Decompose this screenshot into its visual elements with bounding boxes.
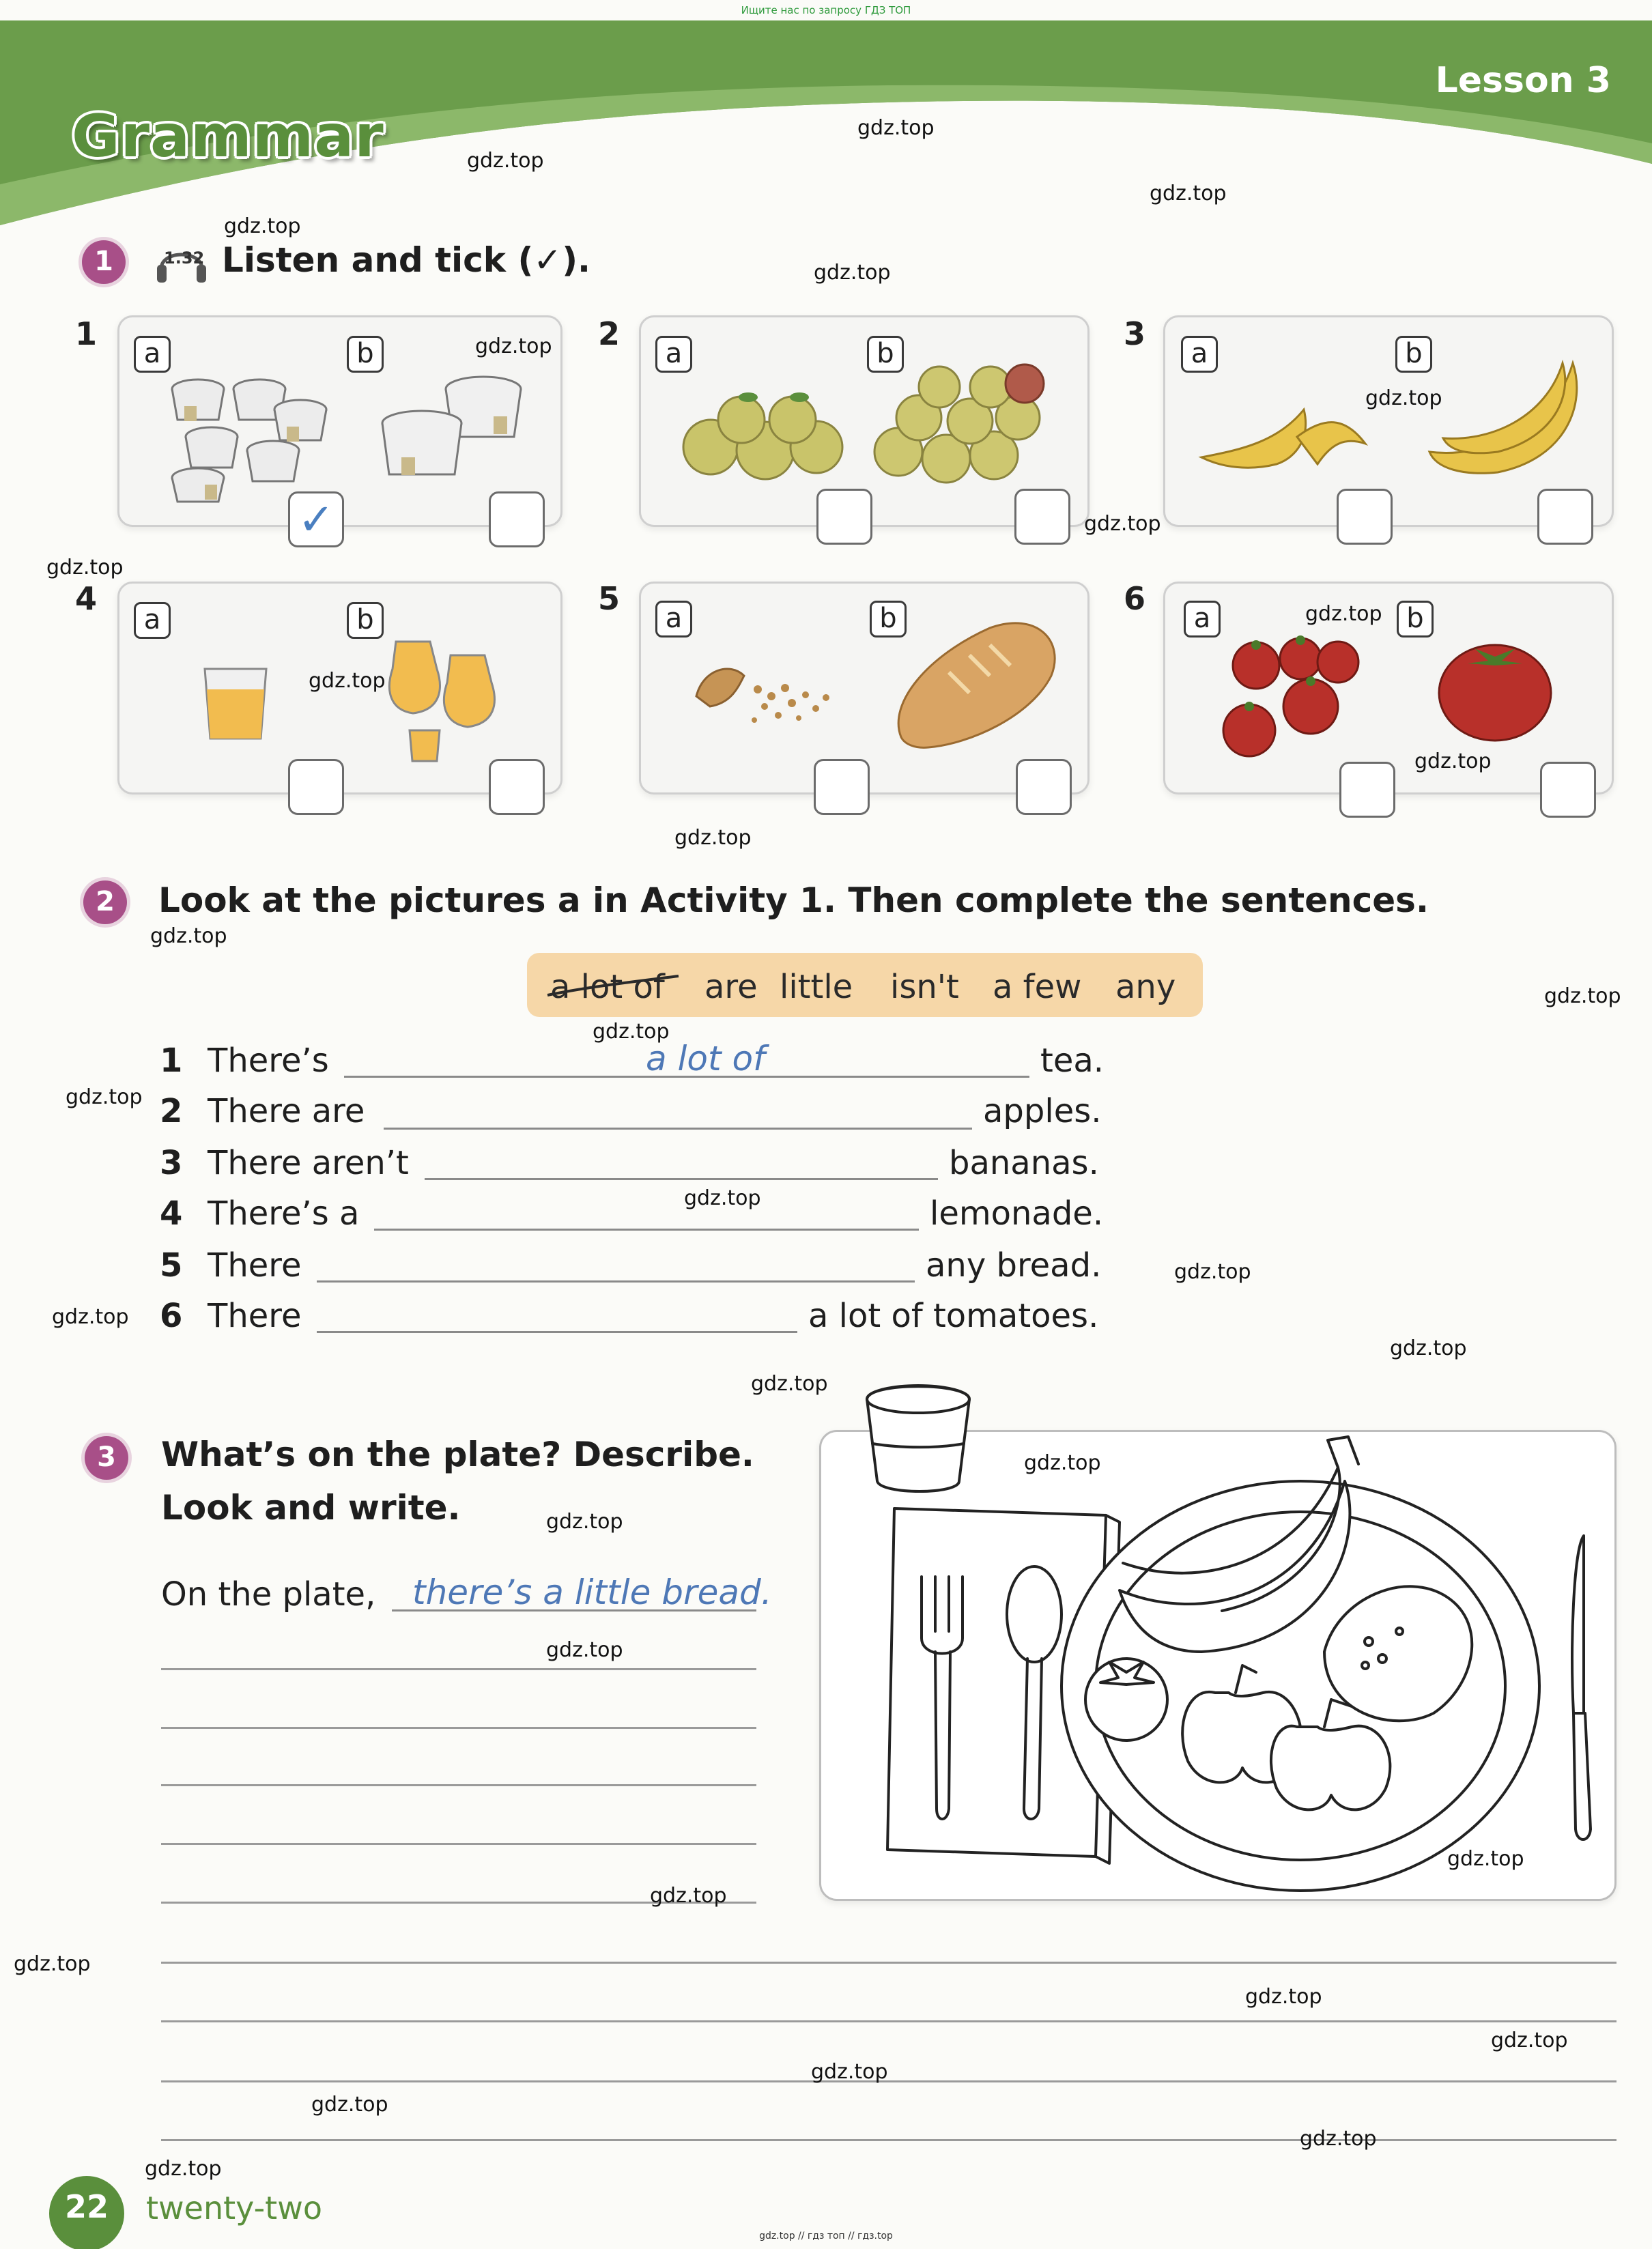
tick-box-5b[interactable] [1016, 759, 1072, 815]
sentence-1-start: There’s [208, 1042, 329, 1080]
watermark: gdz.top [1300, 2127, 1377, 2151]
sentence-3-answer-line[interactable] [425, 1178, 938, 1180]
sentence-1-number: 1 [160, 1042, 183, 1080]
activity-3-instruction-line-2: Look and write. [161, 1488, 461, 1528]
option-a-label: a [134, 602, 171, 639]
watermark: gdz.top [475, 334, 552, 358]
watermark: gdz.top [1245, 1985, 1322, 2009]
activity-1-number: 1 [82, 240, 126, 284]
watermark: gdz.top [1174, 1260, 1251, 1284]
sentence-4-answer-line[interactable] [374, 1229, 919, 1231]
watermark: gdz.top [14, 1952, 91, 1976]
activity-3-number: 3 [85, 1436, 128, 1480]
word-bank-item: are [704, 968, 758, 1006]
item-1-number: 1 [75, 315, 98, 352]
watermark: gdz.top [593, 1020, 670, 1044]
watermark: gdz.top [1414, 749, 1492, 773]
watermark: gdz.top [811, 2060, 888, 2084]
watermark: gdz.top [684, 1186, 761, 1210]
option-a-label: a [1184, 601, 1221, 638]
item-3-number: 3 [1124, 315, 1146, 352]
cross-out-stroke [546, 973, 680, 1001]
sentence-3-number: 3 [160, 1144, 183, 1182]
glass-of-lemonade-picture [198, 662, 273, 744]
sentence-4-number: 4 [160, 1194, 183, 1233]
writing-line-2[interactable] [161, 1727, 756, 1729]
tick-box-6a[interactable] [1339, 762, 1395, 818]
sentence-2-end: apples. [983, 1092, 1102, 1130]
plate-picture [819, 1372, 1625, 1904]
sentence-6-number: 6 [160, 1297, 183, 1335]
tick-box-2a[interactable] [816, 489, 872, 545]
writing-line-3[interactable] [161, 1784, 756, 1786]
writing-line-4[interactable] [161, 1843, 756, 1845]
watermark: gdz.top [1150, 182, 1227, 205]
sentence-4-start: There’s a [208, 1194, 360, 1233]
sentence-2-number: 2 [160, 1092, 183, 1130]
option-a-label: a [655, 601, 692, 638]
many-teacups-picture [164, 369, 334, 505]
option-b-label: b [347, 602, 384, 639]
word-bank-item: any [1115, 968, 1176, 1006]
writing-line-8[interactable] [161, 2080, 1617, 2082]
word-bank-item: isn't [890, 968, 959, 1006]
tick-box-6b[interactable] [1540, 762, 1596, 818]
example-answer: there’s a little bread. [412, 1573, 772, 1612]
writing-line-6[interactable] [161, 1962, 1617, 1964]
option-b-label: b [1395, 336, 1432, 373]
watermark: gdz.top [145, 2157, 222, 2181]
option-a-label: a [655, 336, 692, 373]
jugs-of-lemonade-picture [382, 628, 519, 764]
item-4-number: 4 [75, 580, 98, 617]
option-b-label: b [347, 336, 384, 373]
sentence-2-answer-line[interactable] [384, 1128, 972, 1130]
bread-crumbs-picture [689, 655, 853, 730]
sentence-2-start: There are [208, 1092, 365, 1130]
few-apples-picture [680, 382, 851, 485]
bottom-note: gdz.top // гдз топ // гдз.top [759, 2231, 893, 2241]
sentence-4-end: lemonade. [930, 1194, 1104, 1233]
watermark: gdz.top [1447, 1847, 1524, 1871]
page-number: 22 [64, 2188, 109, 2225]
tick-box-4a[interactable] [288, 759, 344, 815]
sentence-3-end: bananas. [949, 1144, 1099, 1182]
watermark: gdz.top [52, 1305, 129, 1329]
word-bank-item-crossed: a lot of [550, 968, 665, 1006]
lesson-label: Lesson 3 [1435, 60, 1611, 101]
tomato-picture [1434, 628, 1556, 744]
sentence-5-number: 5 [160, 1246, 183, 1285]
item-6-number: 6 [1124, 580, 1146, 617]
watermark: gdz.top [1305, 602, 1382, 626]
writing-line-1[interactable] [161, 1668, 756, 1670]
tick-box-5a[interactable] [814, 759, 870, 815]
sentence-5-start: There [208, 1246, 302, 1285]
section-title: Grammar [72, 102, 384, 171]
watermark: gdz.top [309, 669, 386, 693]
watermark: gdz.top [467, 149, 544, 173]
loaf-of-bread-picture [887, 614, 1065, 751]
watermark: gdz.top [546, 1510, 623, 1534]
tick-box-2b[interactable] [1014, 489, 1070, 545]
many-tomatoes-picture [1215, 628, 1365, 764]
tick-box-1a[interactable] [288, 491, 344, 547]
bananas-picture [1416, 349, 1593, 479]
audio-track-label: 1.32 [164, 248, 205, 268]
sentence-5-answer-line[interactable] [317, 1280, 915, 1283]
watermark: gdz.top [150, 924, 227, 948]
tick-box-3b[interactable] [1537, 489, 1593, 545]
watermark: gdz.top [1390, 1336, 1467, 1360]
tick-box-4b[interactable] [489, 759, 545, 815]
writing-line-9[interactable] [161, 2139, 1617, 2141]
many-apples-picture [871, 349, 1049, 486]
tick-box-3a[interactable] [1337, 489, 1393, 545]
item-5-number: 5 [598, 580, 621, 617]
watermark: gdz.top [674, 826, 752, 850]
watermark: gdz.top [650, 1884, 727, 1908]
activity-2-instruction: Look at the pictures a in Activity 1. Then complete the sentences. [158, 880, 1429, 920]
sentence-6-start: There [208, 1297, 302, 1335]
tick-box-1b[interactable] [489, 491, 545, 547]
sentence-6-end: a lot of tomatoes. [808, 1297, 1099, 1335]
banana-peel-picture [1195, 396, 1372, 478]
watermark: gdz.top [1544, 984, 1621, 1008]
watermark: gdz.top [1024, 1451, 1101, 1475]
watermark: gdz.top [66, 1085, 143, 1109]
activity-1-instruction: Listen and tick (✓). [222, 240, 591, 280]
watermark: gdz.top [1491, 2029, 1568, 2052]
option-b-label: b [870, 601, 907, 638]
watermark: gdz.top [46, 556, 124, 579]
word-bank-item: little [780, 968, 853, 1006]
activity-2-number: 2 [83, 880, 127, 924]
watermark: gdz.top [546, 1638, 623, 1662]
writing-line-7[interactable] [161, 2020, 1617, 2022]
option-b-label: b [1397, 601, 1434, 638]
watermark: gdz.top [751, 1372, 828, 1396]
watermark: gdz.top [1365, 386, 1442, 410]
example-start: On the plate, [161, 1575, 376, 1614]
few-teacups-picture [374, 369, 531, 491]
item-2-number: 2 [598, 315, 621, 352]
watermark: gdz.top [224, 214, 301, 238]
tick-mark: ✓ [298, 495, 334, 545]
watermark: gdz.top [311, 2093, 388, 2117]
activity-3-instruction-line-1: What’s on the plate? Describe. [161, 1435, 754, 1474]
sentence-3-start: There aren’t [208, 1144, 409, 1182]
sentence-5-end: any bread. [926, 1246, 1102, 1285]
sentence-1-end: tea. [1040, 1042, 1105, 1080]
top-note: Ищите нас по запросу ГДЗ ТОП [741, 4, 911, 16]
watermark: gdz.top [814, 261, 891, 285]
sentence-6-answer-line[interactable] [317, 1331, 797, 1333]
page-number-words: twenty-two [146, 2190, 322, 2226]
option-a-label: a [134, 336, 171, 373]
word-bank-item: a few [993, 968, 1082, 1006]
sentence-1-answer: a lot of [646, 1039, 765, 1078]
watermark: gdz.top [1084, 512, 1161, 536]
option-a-label: a [1181, 336, 1218, 373]
watermark: gdz.top [857, 116, 935, 140]
option-b-label: b [867, 336, 904, 373]
